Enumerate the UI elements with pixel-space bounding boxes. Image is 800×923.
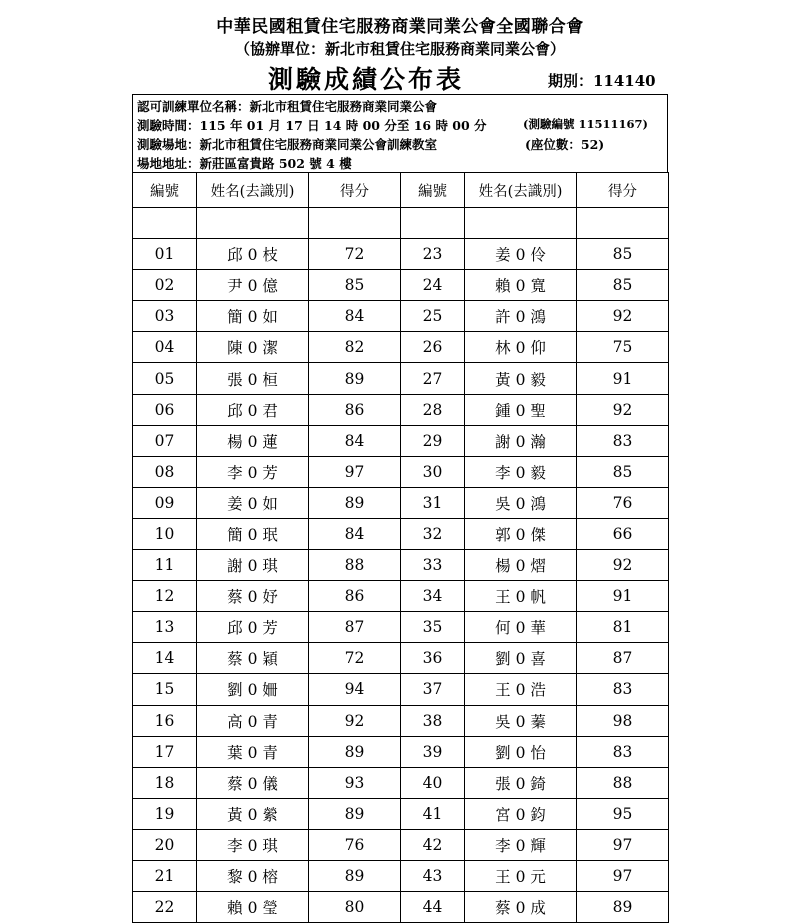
number-cell: 18 [133,767,197,798]
organization-title: 中華民國租賃住宅服務商業同業公會全國聯合會 [216,17,584,37]
number-cell: 14 [133,643,197,674]
name-cell: 王 0 浩 [465,674,577,705]
table-row [133,363,669,394]
table-row [133,767,669,798]
header-name-right: 姓名(去識別) [465,173,577,208]
number-cell: 13 [133,612,197,643]
name-cell: 黎 0 榕 [197,860,309,891]
name-cell: 張 0 錡 [465,767,577,798]
number-cell: 22 [133,892,197,923]
name-cell: 吳 0 鴻 [465,487,577,518]
score-cell: 84 [309,518,401,549]
name-cell: 蔡 0 妤 [197,581,309,612]
name-cell: 吳 0 蓁 [465,705,577,736]
header-score-left: 得分 [309,173,401,208]
score-cell: 80 [309,892,401,923]
number-cell: 20 [133,829,197,860]
number-cell: 08 [133,456,197,487]
number-cell: 44 [401,892,465,923]
score-cell: 85 [577,239,669,270]
score-cell: 66 [577,518,669,549]
number-cell: 43 [401,860,465,891]
gap-cell [401,208,465,239]
name-cell: 何 0 華 [465,612,577,643]
score-cell: 72 [309,643,401,674]
score-cell: 83 [577,425,669,456]
table-row [133,518,669,549]
name-cell: 黃 0 毅 [465,363,577,394]
table-row [133,332,669,363]
table-row [133,301,669,332]
score-cell: 97 [577,860,669,891]
score-cell: 91 [577,581,669,612]
score-cell: 91 [577,363,669,394]
score-cell: 87 [309,612,401,643]
name-cell: 蔡 0 成 [465,892,577,923]
scores-table [132,172,669,923]
number-cell: 25 [401,301,465,332]
score-cell: 88 [309,550,401,581]
score-cell: 92 [309,705,401,736]
seat-count: (座位數：52) [525,137,605,152]
name-cell: 邱 0 君 [197,394,309,425]
name-cell: 謝 0 琪 [197,550,309,581]
score-cell: 85 [577,270,669,301]
name-cell: 黃 0 縈 [197,798,309,829]
number-cell: 31 [401,487,465,518]
table-row [133,643,669,674]
name-cell: 許 0 鴻 [465,301,577,332]
score-cell: 72 [309,239,401,270]
training-unit: 認可訓練單位名稱：新北市租賃住宅服務商業同業公會 [137,99,438,114]
number-cell: 10 [133,518,197,549]
number-cell: 23 [401,239,465,270]
score-cell: 86 [309,394,401,425]
table-row [133,860,669,891]
name-cell: 郭 0 傑 [465,518,577,549]
name-cell: 蔡 0 儀 [197,767,309,798]
header-number-right: 編號 [401,173,465,208]
score-cell: 94 [309,674,401,705]
exam-info-box [132,94,668,172]
table-row [133,798,669,829]
number-cell: 41 [401,798,465,829]
number-cell: 11 [133,550,197,581]
score-cell: 89 [309,860,401,891]
table-row [133,394,669,425]
name-cell: 鍾 0 聖 [465,394,577,425]
score-cell: 89 [577,892,669,923]
gap-cell [465,208,577,239]
table-row [133,705,669,736]
number-cell: 36 [401,643,465,674]
number-cell: 03 [133,301,197,332]
score-cell: 76 [577,487,669,518]
number-cell: 32 [401,518,465,549]
number-cell: 30 [401,456,465,487]
exam-number: (測驗編號 11511167) [523,117,648,131]
name-cell: 葉 0 青 [197,736,309,767]
score-cell: 81 [577,612,669,643]
name-cell: 張 0 桓 [197,363,309,394]
name-cell: 劉 0 姍 [197,674,309,705]
header-number-left: 編號 [133,173,197,208]
number-cell: 19 [133,798,197,829]
co-organizer-line: （協辦單位：新北市租賃住宅服務商業同業公會） [234,40,565,58]
table-row [133,487,669,518]
name-cell: 姜 0 如 [197,487,309,518]
score-cell: 83 [577,674,669,705]
number-cell: 27 [401,363,465,394]
number-cell: 42 [401,829,465,860]
number-cell: 17 [133,736,197,767]
name-cell: 簡 0 珉 [197,518,309,549]
number-cell: 07 [133,425,197,456]
number-cell: 02 [133,270,197,301]
number-cell: 33 [401,550,465,581]
header-gap [133,208,669,239]
table-row [133,612,669,643]
name-cell: 李 0 輝 [465,829,577,860]
gap-cell [133,208,197,239]
score-rows [133,208,669,923]
number-cell: 15 [133,674,197,705]
score-cell: 89 [309,363,401,394]
score-cell: 97 [309,456,401,487]
table-row [133,829,669,860]
table-row [133,425,669,456]
gap-cell [197,208,309,239]
score-cell: 92 [577,550,669,581]
table-row [133,892,669,923]
name-cell: 謝 0 瀚 [465,425,577,456]
name-cell: 劉 0 喜 [465,643,577,674]
number-cell: 12 [133,581,197,612]
number-cell: 38 [401,705,465,736]
table-row [133,270,669,301]
score-cell: 84 [309,301,401,332]
number-cell: 16 [133,705,197,736]
name-cell: 宮 0 鈞 [465,798,577,829]
name-cell: 蔡 0 穎 [197,643,309,674]
number-cell: 29 [401,425,465,456]
score-cell: 85 [309,270,401,301]
header-name-left: 姓名(去識別) [197,173,309,208]
name-cell: 姜 0 伶 [465,239,577,270]
name-cell: 李 0 琪 [197,829,309,860]
table-row [133,736,669,767]
table-row [133,239,669,270]
table-header-row [133,173,669,208]
score-cell: 92 [577,394,669,425]
gap-cell [577,208,669,239]
score-cell: 95 [577,798,669,829]
exam-time: 測驗時間：115 年 01 月 17 日 14 時 00 分至 16 時 00 分 [137,118,487,133]
score-cell: 92 [577,301,669,332]
score-cell: 85 [577,456,669,487]
score-cell: 84 [309,425,401,456]
name-cell: 邱 0 枝 [197,239,309,270]
number-cell: 37 [401,674,465,705]
name-cell: 高 0 青 [197,705,309,736]
number-cell: 06 [133,394,197,425]
number-cell: 01 [133,239,197,270]
number-cell: 34 [401,581,465,612]
table-row [133,550,669,581]
name-cell: 賴 0 瑩 [197,892,309,923]
name-cell: 簡 0 如 [197,301,309,332]
venue-address: 場地地址：新莊區富貴路 502 號 4 樓 [137,156,352,171]
name-cell: 林 0 仰 [465,332,577,363]
name-cell: 王 0 元 [465,860,577,891]
number-cell: 39 [401,736,465,767]
table-row [133,674,669,705]
score-cell: 98 [577,705,669,736]
table-row [133,581,669,612]
name-cell: 劉 0 怡 [465,736,577,767]
score-cell: 76 [309,829,401,860]
score-cell: 82 [309,332,401,363]
number-cell: 05 [133,363,197,394]
name-cell: 楊 0 蓮 [197,425,309,456]
score-cell: 83 [577,736,669,767]
number-cell: 24 [401,270,465,301]
number-cell: 04 [133,332,197,363]
score-cell: 89 [309,487,401,518]
name-cell: 李 0 芳 [197,456,309,487]
name-cell: 賴 0 寬 [465,270,577,301]
score-cell: 97 [577,829,669,860]
exam-venue: 測驗場地：新北市租賃住宅服務商業同業公會訓練教室 [137,137,438,152]
name-cell: 邱 0 芳 [197,612,309,643]
score-cell: 93 [309,767,401,798]
name-cell: 王 0 帆 [465,581,577,612]
name-cell: 楊 0 熠 [465,550,577,581]
period-label: 期別：114140 [548,72,656,90]
number-cell: 35 [401,612,465,643]
name-cell: 陳 0 潔 [197,332,309,363]
number-cell: 09 [133,487,197,518]
score-cell: 89 [309,736,401,767]
number-cell: 26 [401,332,465,363]
score-cell: 86 [309,581,401,612]
number-cell: 40 [401,767,465,798]
table-row [133,456,669,487]
score-cell: 87 [577,643,669,674]
score-cell: 89 [309,798,401,829]
number-cell: 28 [401,394,465,425]
score-cell: 88 [577,767,669,798]
header-score-right: 得分 [577,173,669,208]
gap-cell [309,208,401,239]
number-cell: 21 [133,860,197,891]
score-cell: 75 [577,332,669,363]
name-cell: 尹 0 億 [197,270,309,301]
name-cell: 李 0 毅 [465,456,577,487]
document-title: 測驗成績公布表 [268,65,465,94]
